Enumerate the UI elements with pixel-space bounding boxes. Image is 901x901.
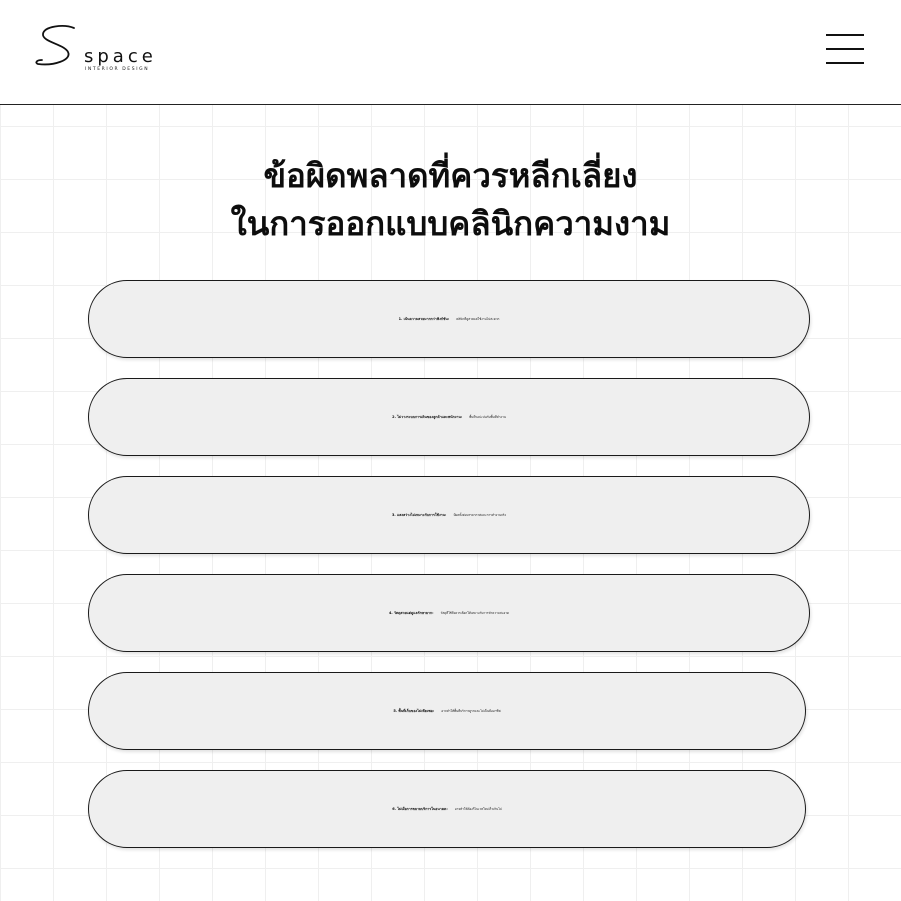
mistake-card-3	[88, 476, 810, 554]
brand-logo[interactable]	[34, 22, 174, 78]
mistake-heading: 6. ไม่เผื่อการขยายบริการในอนาคต:	[392, 807, 448, 811]
mistake-card-6	[88, 770, 806, 848]
mistake-heading: 2. ไม่วางระบบการเดินของลูกค้าและพนักงาน:	[392, 415, 463, 419]
mistake-description: คลินิกที่ดูสวยแต่ใช้งานไม่สะดวก	[456, 316, 500, 321]
mistake-heading: 1. เน้นความสวยมากกว่าฟังก์ชัน:	[398, 317, 450, 321]
brand-name: space	[84, 46, 157, 67]
mistake-heading: 4. วัสดุสวยแต่ดูแลรักษายาก:	[388, 611, 434, 615]
mistake-description: วัสดุที่ใช้จึงควรเลือกให้เหมาะกับการทำความสะอาด	[440, 610, 509, 615]
page-title	[0, 152, 901, 248]
site-header	[0, 0, 901, 105]
mistake-card-1	[88, 280, 810, 358]
mistake-card-5	[88, 672, 806, 750]
menu-bar-top	[826, 34, 864, 36]
mistake-description: พื้นที่รอปะปนกับพื้นที่ทำงาน	[469, 414, 506, 419]
menu-bar-bottom	[826, 62, 864, 64]
mistake-description: อาจทำให้ต้องรีโนเวทใหม่เร็วเกินไป	[454, 806, 502, 811]
mistake-card-2	[88, 378, 810, 456]
mistake-description: อาจทำให้พื้นที่บริการดูรกและไม่เป็นมืออาชีพ	[441, 708, 501, 713]
page-title-line-1: ข้อผิดพลาดที่ควรหลีกเลี่ยง	[263, 156, 638, 195]
brand-tagline: INTERIOR DESIGN	[85, 67, 150, 72]
mistake-description: มีผลทั้งต่อบรรยากาศและการทำงานจริง	[453, 512, 506, 517]
mistake-heading: 3. แสงสว่างไม่เหมาะกับการใช้งาน:	[392, 513, 447, 517]
mistake-card-4	[88, 574, 810, 652]
hamburger-menu-icon[interactable]	[826, 33, 864, 65]
page-title-line-2: ในการออกแบบคลินิกความงาม	[230, 204, 671, 243]
menu-bar-middle	[826, 48, 864, 50]
mistake-heading: 5. พื้นที่เก็บของไม่เพียงพอ:	[393, 709, 435, 713]
